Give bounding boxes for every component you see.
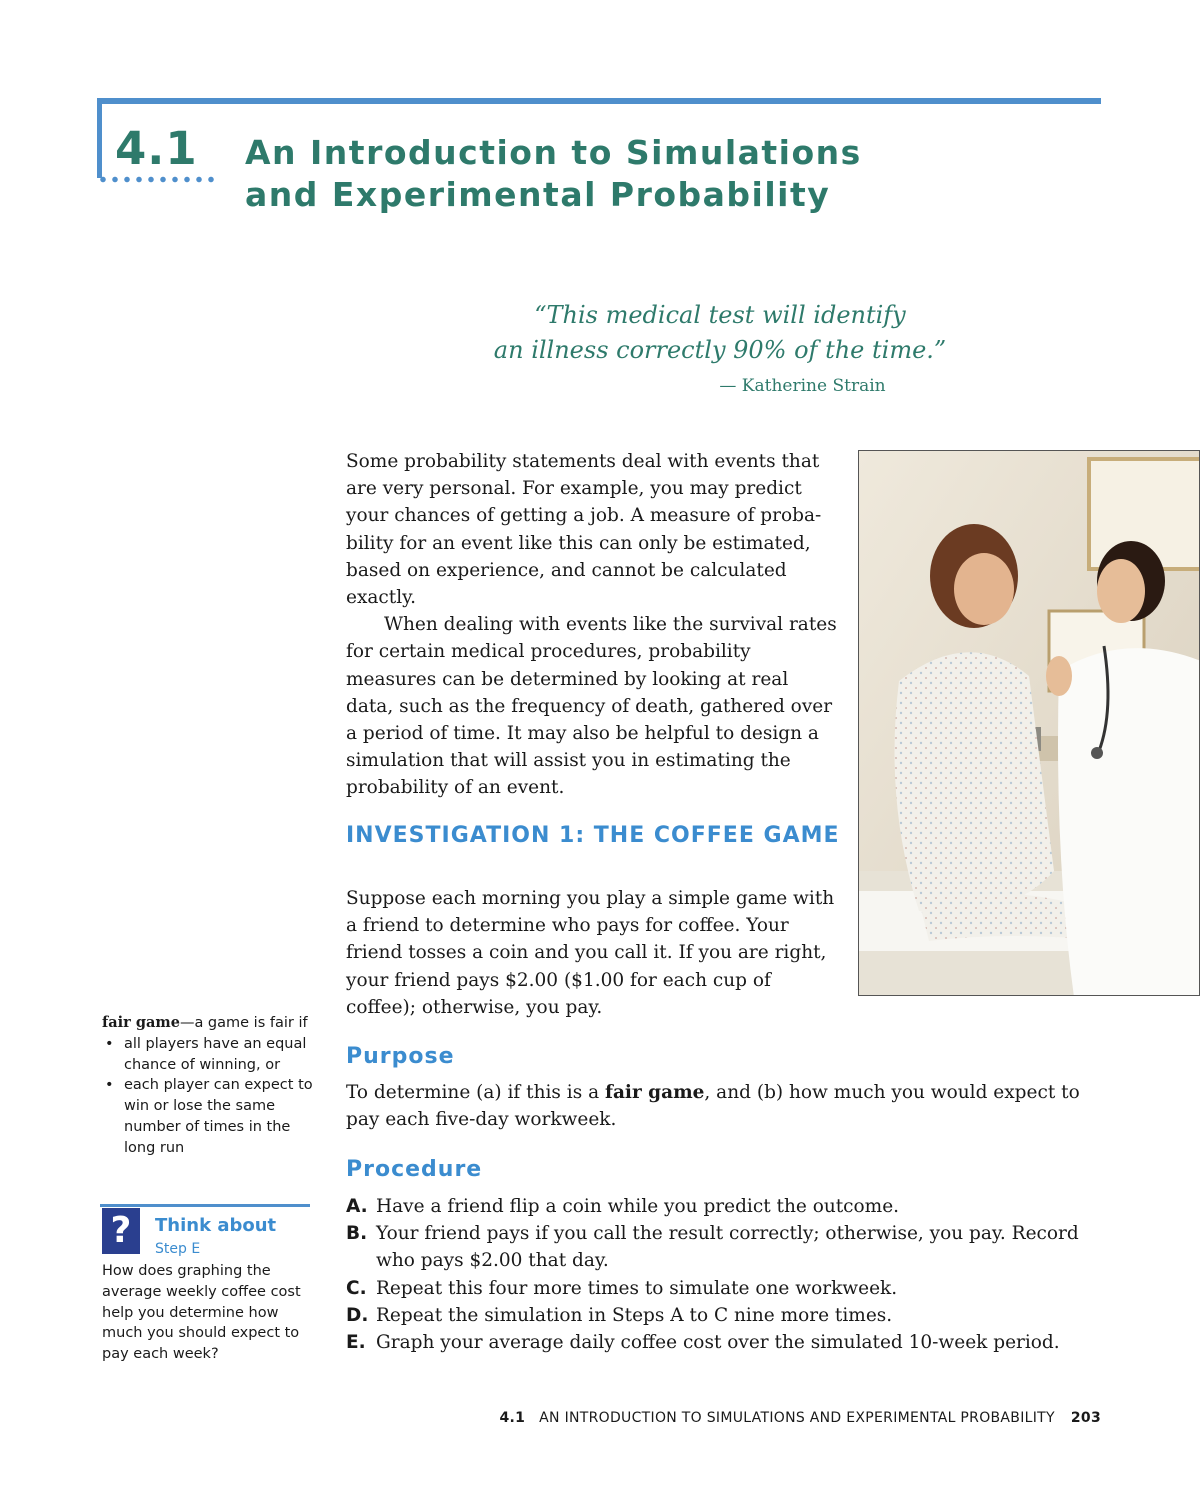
doctor-patient-photo: [858, 450, 1200, 996]
quote-line1: “This medical test will identify: [534, 301, 906, 329]
investigation-heading: INVESTIGATION 1: THE COFFEE GAME: [346, 823, 840, 848]
purpose-text-before: To determine (a) if this is a: [346, 1082, 605, 1103]
purpose-term-fair-game: fair game: [604, 1082, 705, 1103]
section-title-line1: An Introduction to Simulations: [245, 133, 862, 172]
think-about-title: Think about: [155, 1215, 277, 1236]
photo-illustration: [859, 451, 1200, 996]
definition-bullets: [102, 1034, 317, 1159]
quote-attribution: — Katherine Strain: [719, 376, 886, 396]
definition-bullet: • all players have an equal chance of winning, or: [102, 1034, 317, 1076]
think-about-rule: [100, 1204, 310, 1207]
intro-paragraph-2: When dealing with events like the survival rates for certain medical procedures, probability measures can be determined by looking at real data, such as the frequency of death, gathered over a period of time. It may also be helpful to design a simulation that will assist you in estimating the probability of an event.: [346, 614, 837, 799]
procedure-step: [346, 1220, 1106, 1274]
think-about-step: Step E: [155, 1241, 201, 1257]
procedure-step-letter: A.: [346, 1196, 368, 1217]
procedure-step-letter: E.: [346, 1332, 366, 1354]
procedure-step: [346, 1302, 1106, 1329]
procedure-step-letter: D.: [346, 1304, 369, 1326]
procedure-step-text: Have a friend flip a coin while you predict the outcome.: [376, 1196, 900, 1217]
header-rule-top: [97, 98, 1101, 104]
procedure-step-text: Repeat the simulation in Steps A to C nine more times.: [376, 1304, 893, 1326]
procedure-heading: Procedure: [346, 1157, 483, 1182]
purpose-heading: Purpose: [346, 1044, 455, 1069]
procedure-step-text: Your friend pays if you call the result correctly; otherwise, you pay. Record who pays $2.00 that day.: [376, 1223, 1079, 1272]
procedure-step-text: Repeat this four more times to simulate one workweek.: [376, 1277, 898, 1299]
header-dotted-rule: [97, 176, 217, 183]
quote-line2: an illness correctly 90% of the time.”: [493, 336, 947, 364]
procedure-step: [346, 1193, 1106, 1220]
procedure-list: [346, 1193, 1106, 1356]
think-about-body: How does graphing the average weekly coffee cost help you determine how much you should expect to pay each week?: [102, 1263, 301, 1363]
purpose-body: [346, 1079, 1106, 1133]
section-title-line2: and Experimental Probability: [245, 175, 831, 214]
purpose-text-after: , and (b) how much you would expect to pay each five-day workweek.: [346, 1082, 1080, 1131]
footer-section: 4.1: [499, 1410, 526, 1426]
procedure-step-text: Graph your average daily coffee cost over the simulated 10-week period.: [376, 1332, 1060, 1354]
page-footer: [499, 1410, 1101, 1426]
procedure-step-letter: C.: [346, 1277, 367, 1299]
section-title: [245, 132, 862, 216]
definition-bullet: • each player can expect to win or lose the same number of times in the long run: [102, 1075, 317, 1158]
question-mark-icon: ?: [102, 1208, 140, 1254]
procedure-step-letter: B.: [346, 1223, 368, 1245]
page-number: 203: [1070, 1410, 1101, 1426]
definition-lead: [102, 1013, 317, 1034]
intro-paragraph-1: Some probability statements deal with events that are very personal. For example, you may predict your chances of getting a job. A measure of proba-bility for an event like this can only be estimated, based on experience, and cannot be calculated exactly.: [346, 451, 822, 609]
epigraph-quote: [440, 298, 1000, 368]
margin-definition: [102, 1013, 317, 1159]
footer-title: AN INTRODUCTION TO SIMULATIONS AND EXPERIMENTAL PROBABILITY: [539, 1410, 1055, 1426]
section-number: 4.1: [115, 122, 198, 175]
definition-term: fair game: [102, 1014, 180, 1031]
header-rule-left: [97, 98, 102, 178]
intro-text: [346, 448, 841, 802]
procedure-step: [346, 1275, 1106, 1302]
definition-intro: —a game is fair if: [179, 1015, 308, 1031]
investigation-body: Suppose each morning you play a simple game with a friend to determine who pays for coffee. Your friend tosses a coin and you call it. If you are right, your friend pays $2.00 ($1.00 for each cup of coffee); otherwise, you pay.: [346, 888, 835, 1018]
procedure-step: [346, 1329, 1106, 1356]
